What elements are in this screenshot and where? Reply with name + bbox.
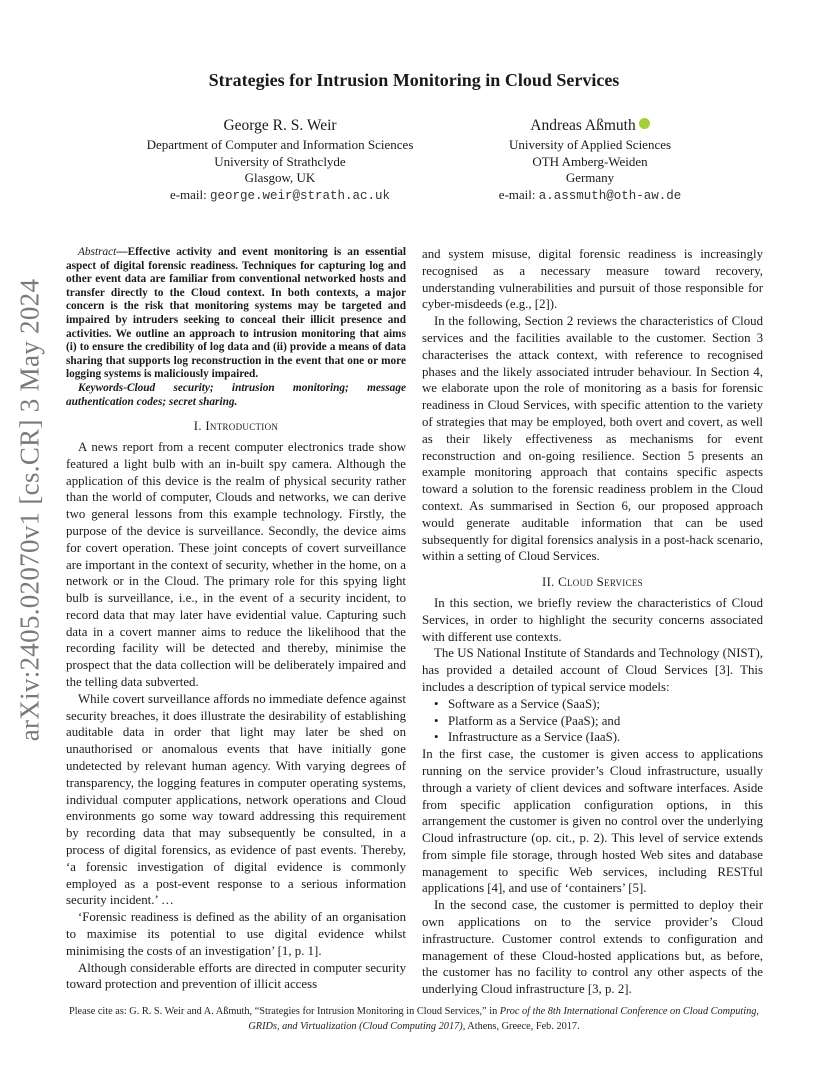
author-affiliation-line: Glasgow, UK bbox=[244, 170, 316, 186]
body-paragraph: In the first case, the customer is given access to applications running on the service provider’s Cloud infrastructure, usually through a variety of client devices and software interfaces. Aside from specific application configuration options, in this arrangement the customer is given no control over the underlying Cloud infrastructure (op. cit., p. 2). This level of service extends from simple file storage, through hosted Web sites and database management to specific Web services, including RESTful applications [4], and use of ‘containers’ [5]. bbox=[422, 747, 763, 896]
body-paragraph: Although considerable efforts are directed in computer security toward protection and prevention of illicit access bbox=[66, 960, 406, 992]
section-number: II. bbox=[542, 575, 555, 590]
author-email-line bbox=[460, 187, 720, 205]
arxiv-identifier-stamp bbox=[8, 280, 52, 740]
abstract-label: Abstract bbox=[78, 246, 117, 258]
body-paragraph: A news report from a recent computer electronics trade show featured a light bulb with an in-built spy camera. Although the application of this device is the realm of physical security rather than the world of computer, Clouds and networks, we can derive two general lessons from this example technology. Firstly, the purpose of the device is surveillance. Secondly, the device aims for covert operation. These joint concepts of covert surveillance are important in the context of security, whether in the home, on a network or in the Cloud. The primary role for this spying light bulb is surveillance, i.e., in the event of a security incident, to record data that may later have evidential value. Capturing such data in a covert manner aims to reduce the likelihood that the recording facility will be detected and thereby, minimise the prospect that the data collection will be deliberately impaired and the telling data subverted. bbox=[66, 439, 406, 690]
bullet-icon: • bbox=[434, 730, 439, 745]
author-email-line bbox=[130, 187, 430, 205]
body-paragraph: and system misuse, digital forensic readiness is increasingly recognised as a necessary measure toward recovery, understanding vulnerabilities and pursuit of those responsible for cyber-misdeeds (e.g., [2]). bbox=[422, 247, 763, 312]
list-item bbox=[434, 729, 763, 746]
arxiv-id-text: arXiv:2405.02070v1 [cs.CR] 3 May 2024 bbox=[14, 278, 45, 742]
author-name-line bbox=[460, 116, 720, 135]
section-heading-introduction bbox=[66, 418, 406, 435]
left-column bbox=[66, 246, 406, 993]
citation-prefix: Please cite as: G. R. S. Weir and A. Aßmuth, “Strategies for Intrusion Monitoring in Cloud Services,” in bbox=[68, 1006, 500, 1017]
citation-suffix: , Athens, Greece, Feb. 2017. bbox=[462, 1021, 580, 1032]
author-email[interactable]: a.assmuth@oth-aw.de bbox=[538, 189, 682, 204]
orcid-icon[interactable] bbox=[639, 118, 650, 129]
body-paragraph: In this section, we briefly review the characteristics of Cloud Services, in order to highlight the security concerns associated with different use contexts. bbox=[422, 595, 763, 644]
email-label: e-mail: bbox=[169, 187, 207, 203]
body-paragraph: The US National Institute of Standards and Technology (NIST), has provided a detailed account of Cloud Services [3]. This includes a description of typical service models: bbox=[422, 646, 763, 694]
body-paragraph: ‘Forensic readiness is defined as the ability of an organisation to maximise its potential to use digital evidence whilst minimising the costs of an investigation’ [1, p. 1]. bbox=[66, 910, 406, 958]
keywords bbox=[66, 382, 406, 409]
citation-venue: Proc of the 8th International Conference on Cloud Computing, GRIDs, and Virtualization (Cloud Computing 2017) bbox=[248, 1006, 760, 1032]
body-paragraph: In the following, Section 2 reviews the characteristics of Cloud services and the facilities available to the customer. Section 3 characterises the attack context, with reference to recognised phases and the likely associated intruder behaviour. In Section 4, we elaborate upon the role of monitoring as a basis for forensic readiness in Cloud Services, with specific attention to the variety of strategies that may be employed, both overt and covert, as well as their likely effectiveness as mechanisms for event reconstruction and on-going resilience. Section 5 presents an example monitoring approach that contains specific aspects toward a solution to the forensic readiness problem in the Cloud context. As summarised in Section 6, our proposed approach would generate auditable information that can be used subsequently for digital forensics analysis in a post-hack scenario, within a setting of Cloud Services. bbox=[422, 314, 763, 564]
author-email[interactable]: george.weir@strath.ac.uk bbox=[210, 189, 391, 204]
list-item-text: Platform as a Service (PaaS); and bbox=[448, 713, 621, 728]
author-block-2 bbox=[460, 116, 720, 205]
email-label: e-mail: bbox=[498, 187, 536, 203]
bullet-icon: • bbox=[434, 696, 439, 711]
author-affiliation-line: OTH Amberg-Weiden bbox=[532, 153, 648, 169]
section-title: Introduction bbox=[205, 419, 279, 434]
abstract-text: —Effective activity and event monitoring is an essential aspect of digital forensic readiness. Techniques for capturing log and other event data are familiar from conventional networked hosts and transfer directly to the Cloud context. In both contexts, a major concern is the risk that monitoring systems may be targeted and impaired by intruders seeking to conceal their illicit presence and activities. We outline an approach to intrusion monitoring that aims (i) to ensure the credibility of log data and (ii) provide a means of data sharing that supports log reconstruction in the event that one or more logging systems is maliciously impaired. bbox=[66, 246, 406, 381]
section-heading-cloud-services bbox=[422, 574, 763, 591]
list-item bbox=[434, 713, 763, 730]
body-paragraph: While covert surveillance affords no immediate defence against security breaches, it does illustrate the desirability of establishing auditable data in order that light may later be shed on unauthorised or anomalous events that have initially gone undetected by relevant human agency. With varying degrees of transparency, the logging features in computer operating systems, individual computer applications, network operations and Cloud environments go some way toward addressing this requirement by recording data that may subsequently be consulted, in a process of digital forensics, as evidence of past events. Thereby, ‘a forensic investigation of digital evidence is commonly employed as a post-event response to a serious information security incident.’ … bbox=[66, 691, 406, 908]
right-column bbox=[422, 246, 763, 998]
service-model-list bbox=[422, 696, 763, 746]
author-block-1 bbox=[130, 116, 430, 205]
citation-footer bbox=[60, 1004, 768, 1034]
list-item-text: Infrastructure as a Service (IaaS). bbox=[448, 730, 621, 745]
list-item bbox=[434, 696, 763, 713]
abstract bbox=[66, 246, 406, 382]
author-affiliation-line: University of Strathclyde bbox=[214, 153, 346, 169]
section-title: Cloud Services bbox=[558, 575, 643, 590]
keywords-text: Cloud security; intrusion monitoring; message authentication codes; secret sharing. bbox=[66, 381, 406, 408]
author-affiliation-line: University of Applied Sciences bbox=[508, 137, 672, 152]
author-name: Andreas Aßmuth bbox=[530, 117, 636, 134]
author-name: George R. S. Weir bbox=[223, 117, 337, 134]
bullet-icon: • bbox=[434, 713, 439, 728]
author-affiliation-line: Department of Computer and Information Sciences bbox=[146, 137, 414, 152]
body-paragraph: In the second case, the customer is permitted to deploy their own applications on to the service provider’s Cloud infrastructure. Customer control extends to configuration and management of these Cloud-hosted applications but, as before, the customer has no facility to control any other aspects of the underlying Cloud infrastructure [3, p. 2]. bbox=[422, 898, 763, 997]
author-affiliation-line: Germany bbox=[565, 170, 615, 186]
list-item-text: Software as a Service (SaaS); bbox=[448, 696, 600, 711]
paper-title: Strategies for Intrusion Monitoring in Cloud Services bbox=[208, 70, 620, 90]
section-number: I. bbox=[193, 419, 202, 434]
keywords-label: Keywords- bbox=[78, 381, 127, 394]
